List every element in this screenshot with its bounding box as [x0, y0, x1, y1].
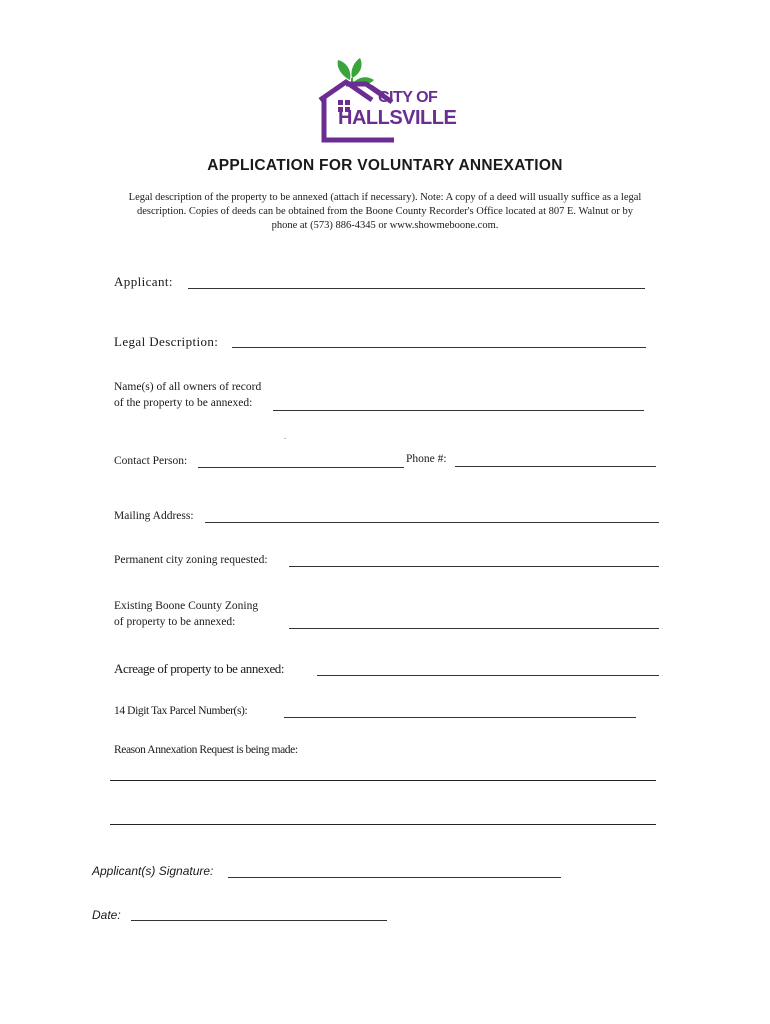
existing-zoning-label-line1: Existing Boone County Zoning [114, 600, 259, 612]
mailing-address-label: Mailing Address: [114, 510, 194, 522]
reason-field-line-2[interactable] [110, 824, 656, 825]
applicant-label: Applicant: [114, 274, 173, 289]
parcel-number-field[interactable] [284, 717, 636, 718]
legal-description-field[interactable] [232, 347, 646, 348]
zoning-requested-label: Permanent city zoning requested: [114, 554, 268, 566]
date-label: Date: [92, 908, 121, 922]
instructions-note [100, 191, 670, 233]
reason-field-line-1[interactable] [110, 780, 656, 781]
contact-person-field[interactable] [198, 467, 404, 468]
acreage-label: Acreage of property to be annexed: [114, 661, 285, 676]
acreage-field[interactable] [317, 675, 659, 676]
note-line-3: phone at (573) 886-4345 or www.showmeboone.com. [271, 220, 499, 231]
legal-description-label: Legal Description: [114, 334, 219, 349]
signature-label: Applicant(s) Signature: [92, 864, 214, 878]
existing-zoning-label-line2: of property to be annexed: [114, 616, 236, 628]
logo-text-city-of: CITY OF [378, 89, 438, 106]
phone-field[interactable] [455, 466, 656, 467]
owners-field[interactable] [273, 410, 644, 411]
page-title: APPLICATION FOR VOLUNTARY ANNEXATION [207, 157, 563, 174]
reason-label: Reason Annexation Request is being made: [114, 744, 298, 756]
note-line-2: description. Copies of deeds can be obtained from the Boone County Recorder's Office located at 807 E. Walnut or by [136, 206, 634, 217]
owners-label-line1: Name(s) of all owners of record [114, 381, 262, 393]
signature-field[interactable] [228, 877, 561, 878]
contact-person-label: Contact Person: [114, 455, 188, 467]
note-line-1: Legal description of the property to be annexed (attach if necessary). Note: A copy of a deed will usually suffice as a legal [128, 192, 642, 203]
existing-zoning-field[interactable] [289, 628, 659, 629]
zoning-requested-field[interactable] [289, 566, 659, 567]
applicant-field[interactable] [188, 288, 645, 289]
mailing-address-field[interactable] [205, 522, 659, 523]
owners-label-line2: of the property to be annexed: [114, 397, 253, 409]
phone-label: Phone #: [406, 453, 447, 465]
logo-text-hallsville: HALLSVILLE [338, 107, 457, 129]
stray-dot: . [284, 431, 287, 441]
parcel-number-label: 14 Digit Tax Parcel Number(s): [114, 705, 248, 717]
date-field[interactable] [131, 920, 387, 921]
city-logo [312, 56, 476, 146]
